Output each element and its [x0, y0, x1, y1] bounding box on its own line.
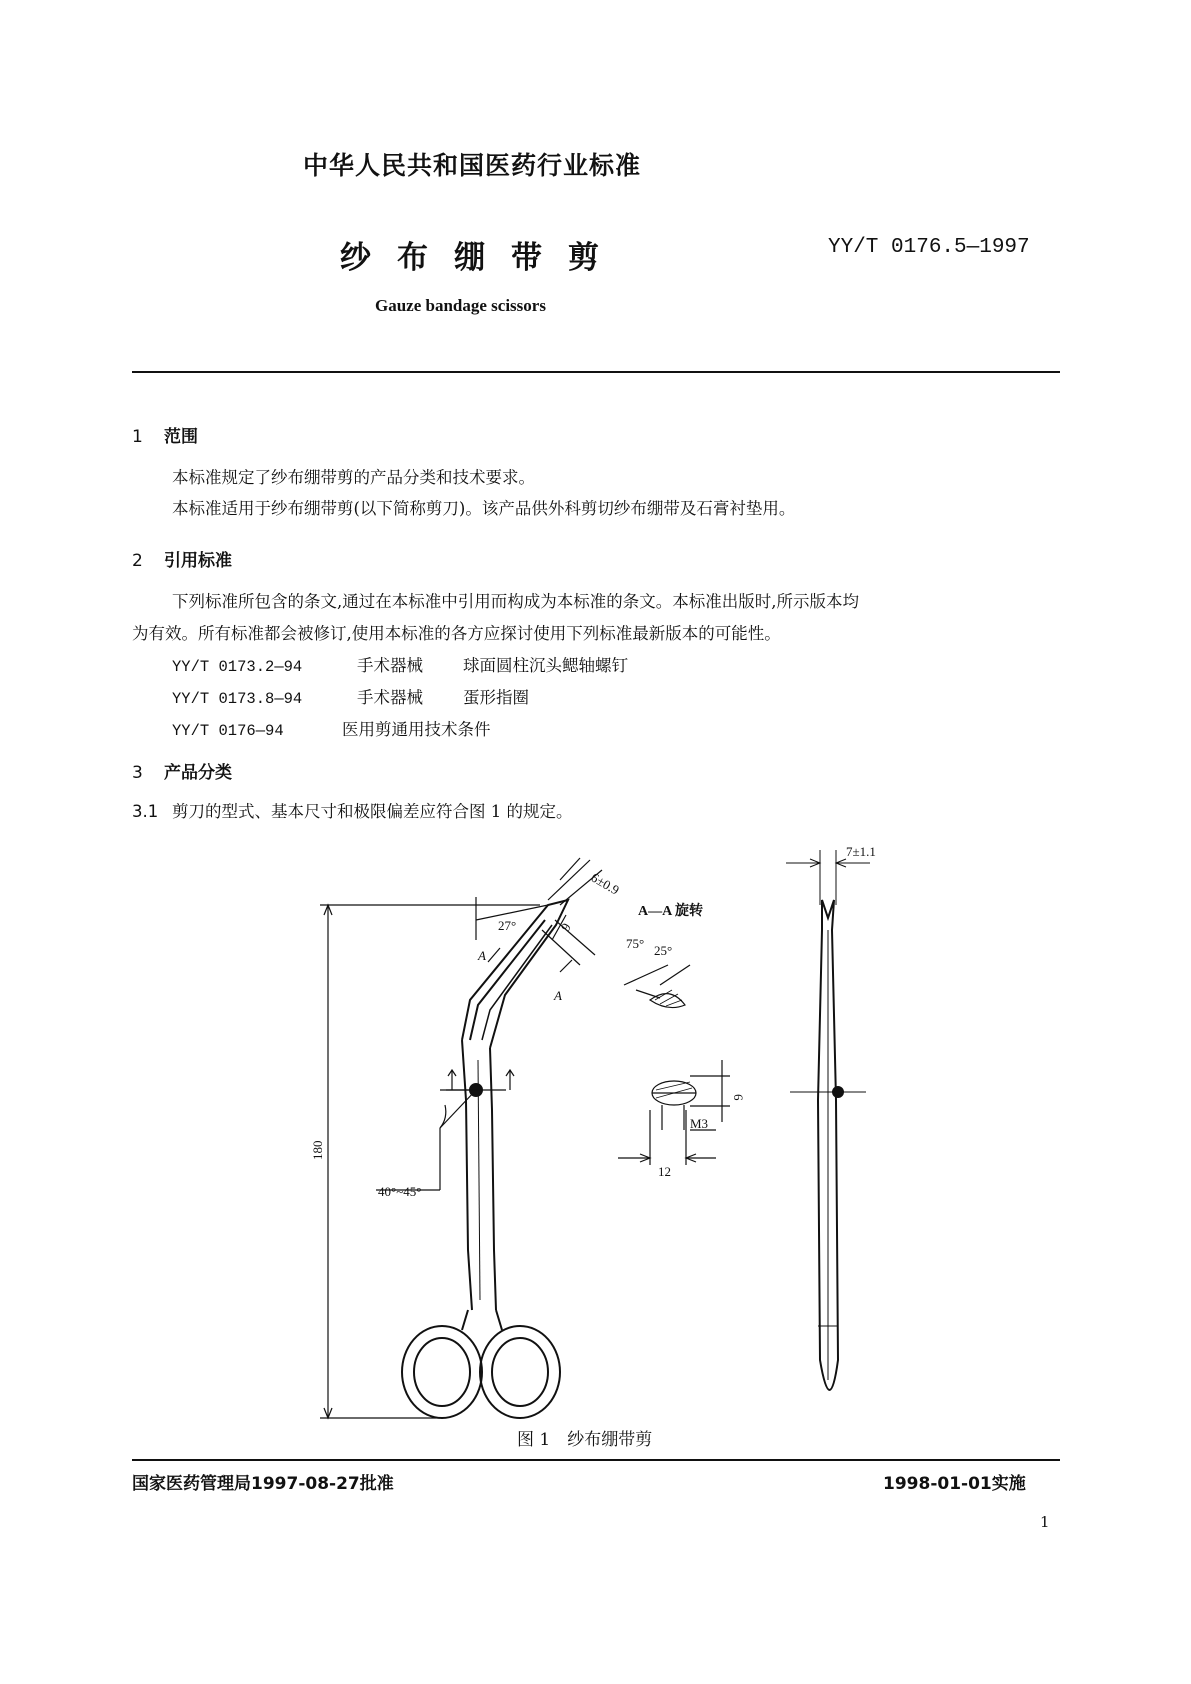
scissors-front-view — [402, 900, 568, 1418]
document-title: 纱布绷带剪 — [340, 240, 625, 276]
implementation-date: 1998-01-01实施 — [883, 1474, 1026, 1494]
standard-number: YY/T 0176.5—1997 — [828, 236, 1030, 259]
section-a-a-detail — [624, 965, 690, 1008]
label-side-thickness: 7±1.1 — [846, 844, 876, 859]
approval-statement: 国家医药管理局1997-08-27批准 — [132, 1474, 394, 1494]
section-2-heading: 2 引用标准 — [132, 551, 232, 571]
label-angle-75: 75° — [626, 936, 645, 951]
reference-item: YY/T 0173.2—94 手术器械 球面圆柱沉头鳃轴螺钉 — [172, 656, 628, 676]
section-3-heading: 3 产品分类 — [132, 763, 232, 783]
label-section-a-left: A — [478, 948, 486, 963]
label-angle-25: 25° — [654, 943, 673, 958]
handle-angle-dimension — [376, 1090, 476, 1190]
label-screw-diameter: 12 — [658, 1164, 671, 1179]
label-screw-thread: M3 — [690, 1116, 709, 1131]
references-intro-line-2: 为有效。所有标准都会被修订,使用本标准的各方应探讨使用下列标准最新版本的可能性。 — [132, 624, 781, 643]
scope-paragraph-1: 本标准规定了纱布绷带剪的产品分类和技术要求。 — [172, 468, 535, 487]
label-screw-height: 6 — [731, 1094, 746, 1101]
reference-item: YY/T 0176—94 医用剪通用技术条件 — [172, 720, 491, 740]
footer-rule — [132, 1459, 1060, 1461]
section-1-heading: 1 范围 — [132, 427, 198, 447]
label-section-a-right: A — [554, 988, 562, 1003]
label-tip-angle: 27° — [498, 918, 517, 933]
figure-caption: 图 1 纱布绷带剪 — [517, 1430, 653, 1450]
clause-3-1: 3.1 剪刀的型式、基本尺寸和极限偏差应符合图 1 的规定。 — [132, 802, 573, 821]
scope-paragraph-2: 本标准适用于纱布绷带剪(以下简称剪刀)。该产品供外科剪切纱布绷带及石膏衬垫用。 — [172, 499, 796, 518]
label-length-180: 180 — [310, 1140, 325, 1160]
label-handle-angle: 40°~45° — [378, 1184, 422, 1199]
issuing-organization: 中华人民共和国医药行业标准 — [303, 151, 642, 180]
page-number: 1 — [1040, 1513, 1050, 1531]
label-tip-width: 6±0.9 — [588, 869, 622, 898]
scissors-side-view — [786, 850, 870, 1390]
label-section-title: A—A 旋转 — [638, 904, 703, 919]
english-title: Gauze bandage scissors — [375, 296, 546, 315]
reference-item: YY/T 0173.8—94 手术器械 蛋形指圈 — [172, 688, 529, 708]
label-tip-length: 9 — [557, 920, 574, 934]
screw-detail — [618, 1060, 730, 1165]
references-intro-line-1: 下列标准所包含的条文,通过在本标准中引用而构成为本标准的条文。本标准出版时,所示版本均 — [172, 592, 859, 611]
